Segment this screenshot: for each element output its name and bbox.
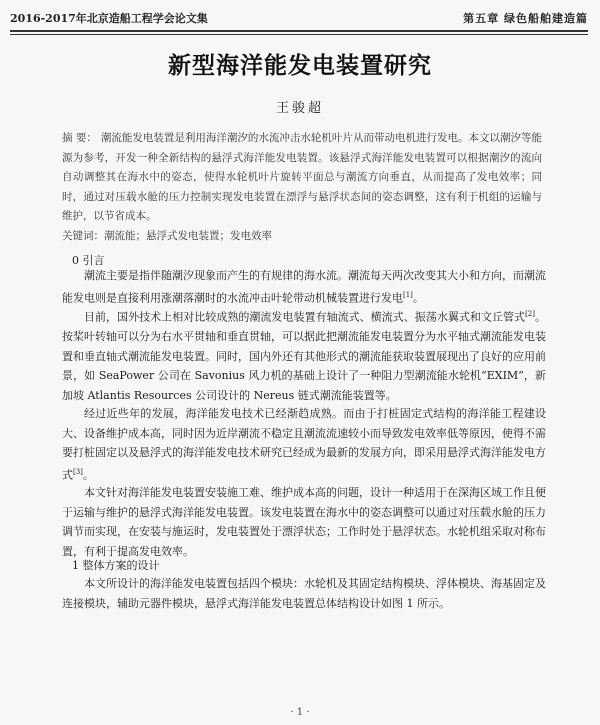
- citation-1: [1]: [403, 290, 413, 299]
- paragraph-2: [62, 305, 546, 405]
- abstract: [62, 129, 542, 227]
- citation-3: [3]: [73, 467, 83, 476]
- running-header: [0, 10, 600, 28]
- paragraph-3-text: 经过近些年的发展，海洋能发电技术已经渐趋成熟。而由于打桩固定式结构的海洋能工程建设大、设备维护成本高，同时因为近岸潮流不稳定且潮流流速较小而导致发电效率低等原因，使得不需要打桩固定以及悬浮式的海洋能发电技术研究已经成为最新的发展方向，即采用悬浮式海洋能发电方式: [62, 407, 546, 482]
- keywords: 关键词：潮流能；悬浮式发电装置；发电效率: [62, 230, 272, 242]
- paragraph-1: [62, 266, 546, 308]
- abstract-text: 潮流能发电装置是利用海洋潮汐的水流冲击水轮机叶片从而带动电机进行发电。本文以潮汐等能源为参考，开发一种全新结构的悬浮式海洋能发电装置。该悬浮式海洋能发电装置可以根据潮汐的流向自动调整其在海水中的姿态，使得水轮机叶片旋转平面总与潮流方向垂直，从而提高了发电效率；同时，通过对压载水舱的压力控制实现发电装置在漂浮与悬浮状态间的姿态调整，这有利于机组的运输与维护，以节省成本。: [62, 132, 542, 222]
- header-rule-thick: [10, 30, 588, 32]
- paragraph-3: [62, 404, 546, 485]
- paragraph-1-end: 。: [412, 291, 424, 305]
- section-heading-1: 1 整体方案的设计: [72, 559, 160, 572]
- abstract-label: 摘 要：: [62, 132, 97, 144]
- paragraph-5: 本文所设计的海洋能发电装置包括四个模块：水轮机及其固定结构模块、浮体模块、海基固定及连接模块，辅助元器件模块，悬浮式海洋能发电装置总体结构设计如图 1 所示。: [62, 577, 546, 610]
- section-heading-intro: 0 引言: [72, 254, 105, 267]
- paragraph-4: 本文针对海洋能发电装置安装施工难、维护成本高的问题，设计一种适用于在深海区域工作且便于运输与维护的悬浮式海洋能发电装置。该发电装置在海水中的姿态调整可以通过对压载水舱的压力调节而实现，在安装与施运时，发电装置处于漂浮状态；工作时处于悬浮状态。水轮机组采取对称布置，有利于提高发电效率。: [62, 486, 546, 558]
- author-name: 王骏超: [275, 101, 324, 116]
- paragraph-1-text: 潮流主要是指伴随潮汐现象而产生的有规律的海水流。潮流每天两次改变其大小和方向，而潮流能发电则是直接利用涨潮落潮时的水流冲击叶轮带动机械装置进行发电: [62, 269, 546, 305]
- paragraph-3-end: 。: [82, 468, 94, 482]
- header-rule-thin: [10, 34, 588, 35]
- paragraph-2-text: 目前，国外技术上相对比较成熟的潮流发电装置有轴流式、横流式、振荡水翼式和文丘管式: [84, 310, 526, 324]
- citation-2: [2]: [525, 310, 535, 318]
- paragraph-2-end: 。按桨叶转轴可以分为右水平贯轴和垂直贯轴，可以据此把潮流能发电装置分为水平轴式潮流能发电装置和垂直轴式潮流能发电装置。同时，国内外还有其他形式的潮流能获取装置展现出了良好的应用前景，如 SeaPower 公司在 Savonius 风力机的基础上设计了一种阻力型潮流能水轮机“EXIM”，新加坡 Atlantis Resources 公司设计的 Nereus 链式潮流能装置等。: [62, 310, 547, 402]
- header-chapter-title: 第五章 绿色船舶建造篇: [463, 12, 588, 25]
- paper-title: 新型海洋能发电装置研究: [168, 52, 432, 79]
- header-proceedings-title: 2016-2017年北京造船工程学会论文集: [10, 12, 208, 25]
- page-number: · 1 ·: [290, 707, 310, 718]
